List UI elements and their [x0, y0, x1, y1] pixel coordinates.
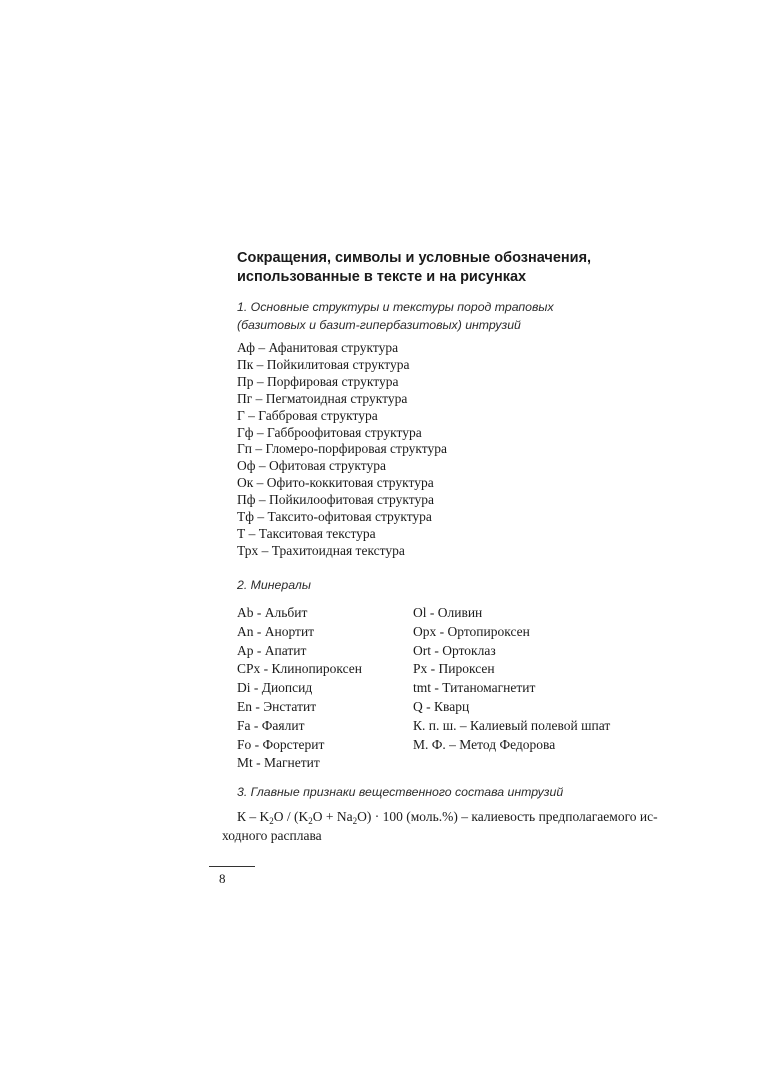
list-item: Fo - Форстерит: [237, 736, 325, 752]
formula-line-1: [237, 807, 677, 826]
list-item: Ol - Оливин: [413, 605, 483, 620]
list-item: En - Энстатит: [237, 698, 317, 714]
list-item: Г – Габбровая структура: [237, 407, 378, 423]
list-item: Пк – Пойкилитовая структура: [237, 356, 410, 372]
list-item: Пр – Порфировая структура: [237, 373, 399, 389]
potassium-formula: [222, 807, 677, 845]
list-item: Аф – Афанитовая структура: [237, 340, 399, 355]
list-item: CPx - Клинопироксен: [237, 661, 362, 677]
list-item: Оф – Офитовая структура: [237, 458, 386, 474]
section-2-title: [237, 576, 677, 594]
formula-line-2: ходного расплава: [222, 828, 322, 843]
list-item: Пг – Пегматоидная структура: [237, 390, 408, 406]
list-item: Px - Пироксен: [413, 661, 495, 677]
formula-dot: ·: [371, 809, 383, 824]
formula-o-plus: O + Na: [312, 809, 353, 824]
section-1-title-line-1: 1. Основные структуры и текстуры пород траповых: [237, 300, 554, 314]
section-1-title: [237, 298, 677, 334]
minerals-right-column: [413, 604, 610, 754]
list-item: Ap - Апатит: [237, 642, 307, 658]
heading-line-1: Сокращения, символы и условные обозначения,: [237, 250, 592, 266]
list-item: М. Ф. – Метод Федорова: [413, 736, 556, 752]
formula-o-close: O): [357, 809, 372, 824]
list-item: Mt - Магнетит: [237, 755, 320, 771]
page-heading: [237, 249, 677, 287]
formula-sub: 2: [308, 816, 313, 826]
formula-o-open: O / (K: [273, 809, 309, 824]
list-item: Гп – Гломеро-порфировая структура: [237, 441, 448, 457]
list-item: Di - Диопсид: [237, 680, 313, 696]
heading-line-2: использованные в тексте и на рисунках: [237, 269, 527, 285]
list-item: Ort - Ортоклаз: [413, 642, 496, 658]
section-3-title: [237, 783, 677, 801]
formula-sub: 2: [269, 816, 274, 826]
footer-rule: [209, 866, 255, 867]
section-2-title-text: 2. Минералы: [237, 578, 311, 592]
structures-list: [237, 340, 447, 560]
list-item: Ок – Офито-коккитовая структура: [237, 475, 434, 491]
formula-sub: 2: [352, 816, 358, 826]
list-item: Q - Кварц: [413, 698, 470, 714]
minerals-left-column: [237, 604, 362, 773]
section-1-title-line-2: (базитовых и базит-гипербазитовых) интрузий: [237, 318, 521, 332]
list-item: Т – Такситовая текстура: [237, 525, 376, 541]
list-item: Пф – Пойкилоофитовая структура: [237, 492, 434, 508]
page-number: 8: [219, 871, 226, 886]
formula-tail: 100 (моль.%) – калиевость предполагаемого ис-: [382, 809, 658, 824]
list-item: Тф – Такситo-офитовая структура: [237, 509, 432, 525]
list-item: tmt - Титаномагнетит: [413, 680, 536, 696]
list-item: Гф – Габброофитовая структура: [237, 424, 422, 440]
list-item: Opx - Ортопироксен: [413, 623, 530, 639]
list-item: К. п. ш. – Калиевый полевой шпат: [413, 717, 611, 733]
list-item: Ab - Альбит: [237, 605, 308, 620]
section-3-title-text: 3. Главные признаки вещественного состава интрузий: [237, 785, 564, 799]
formula-k: К – K: [237, 809, 270, 824]
list-item: An - Анортит: [237, 623, 315, 639]
list-item: Fa - Фаялит: [237, 717, 305, 733]
list-item: Трх – Трахитоидная текстура: [237, 542, 405, 558]
